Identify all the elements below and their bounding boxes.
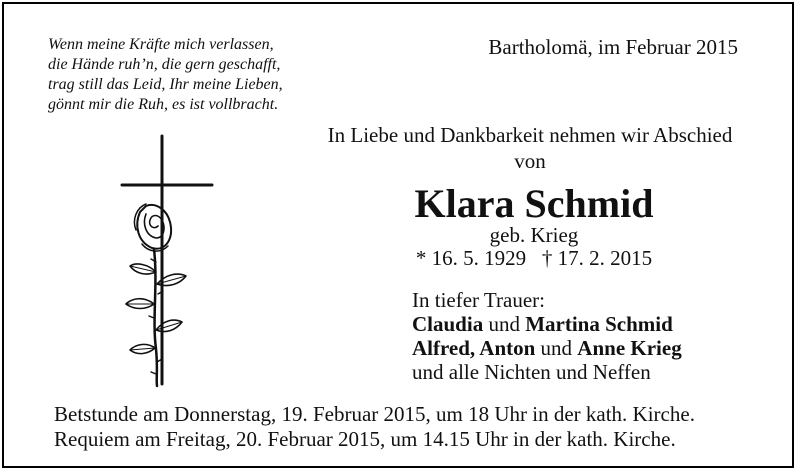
service-line: Betstunde am Donnerstag, 19. Februar 2015, um 18 Uhr in der kath. Kirche. (54, 402, 695, 426)
place-date: Bartholomä, im Februar 2015 (488, 35, 738, 59)
cross-with-rose-icon (112, 134, 222, 390)
farewell-text (300, 122, 760, 174)
mourner-name: Anne Krieg (577, 336, 682, 360)
life-dates: * 16. 5. 1929 † 17. 2. 2015 (415, 246, 653, 270)
mourner-line: und alle Nichten und Neffen (412, 360, 651, 384)
service-times (54, 402, 774, 452)
mourners-intro: In tiefer Trauer: (412, 288, 545, 312)
farewell-line: In Liebe und Dankbarkeit nehmen wir Abschied (327, 123, 733, 147)
poem-line: die Hände ruh’n, die gern geschafft, (48, 56, 281, 73)
poem (48, 35, 348, 115)
maiden-name: geb. Krieg (489, 223, 579, 247)
conjunction: und (540, 336, 573, 360)
mourner-name: Claudia (412, 312, 484, 336)
mourner-name: Alfred, Anton (412, 336, 536, 360)
poem-line: gönnt mir die Ruh, es ist vollbracht. (48, 96, 279, 113)
service-line: Requiem am Freitag, 20. Februar 2015, um 14.15 Uhr in der kath. Kirche. (54, 427, 676, 451)
poem-line: Wenn meine Kräfte mich verlassen, (48, 36, 274, 53)
mourner-line (412, 312, 772, 336)
poem-line: trag still das Leid, Ihr meine Lieben, (48, 76, 283, 93)
mourner-name: Martina Schmid (525, 312, 673, 336)
conjunction: und (488, 312, 520, 336)
obituary-notice (2, 2, 794, 468)
mourner-line (412, 336, 772, 360)
deceased-name: Klara Schmid (414, 181, 654, 226)
mourners (412, 288, 772, 384)
farewell-line: von (514, 149, 546, 173)
